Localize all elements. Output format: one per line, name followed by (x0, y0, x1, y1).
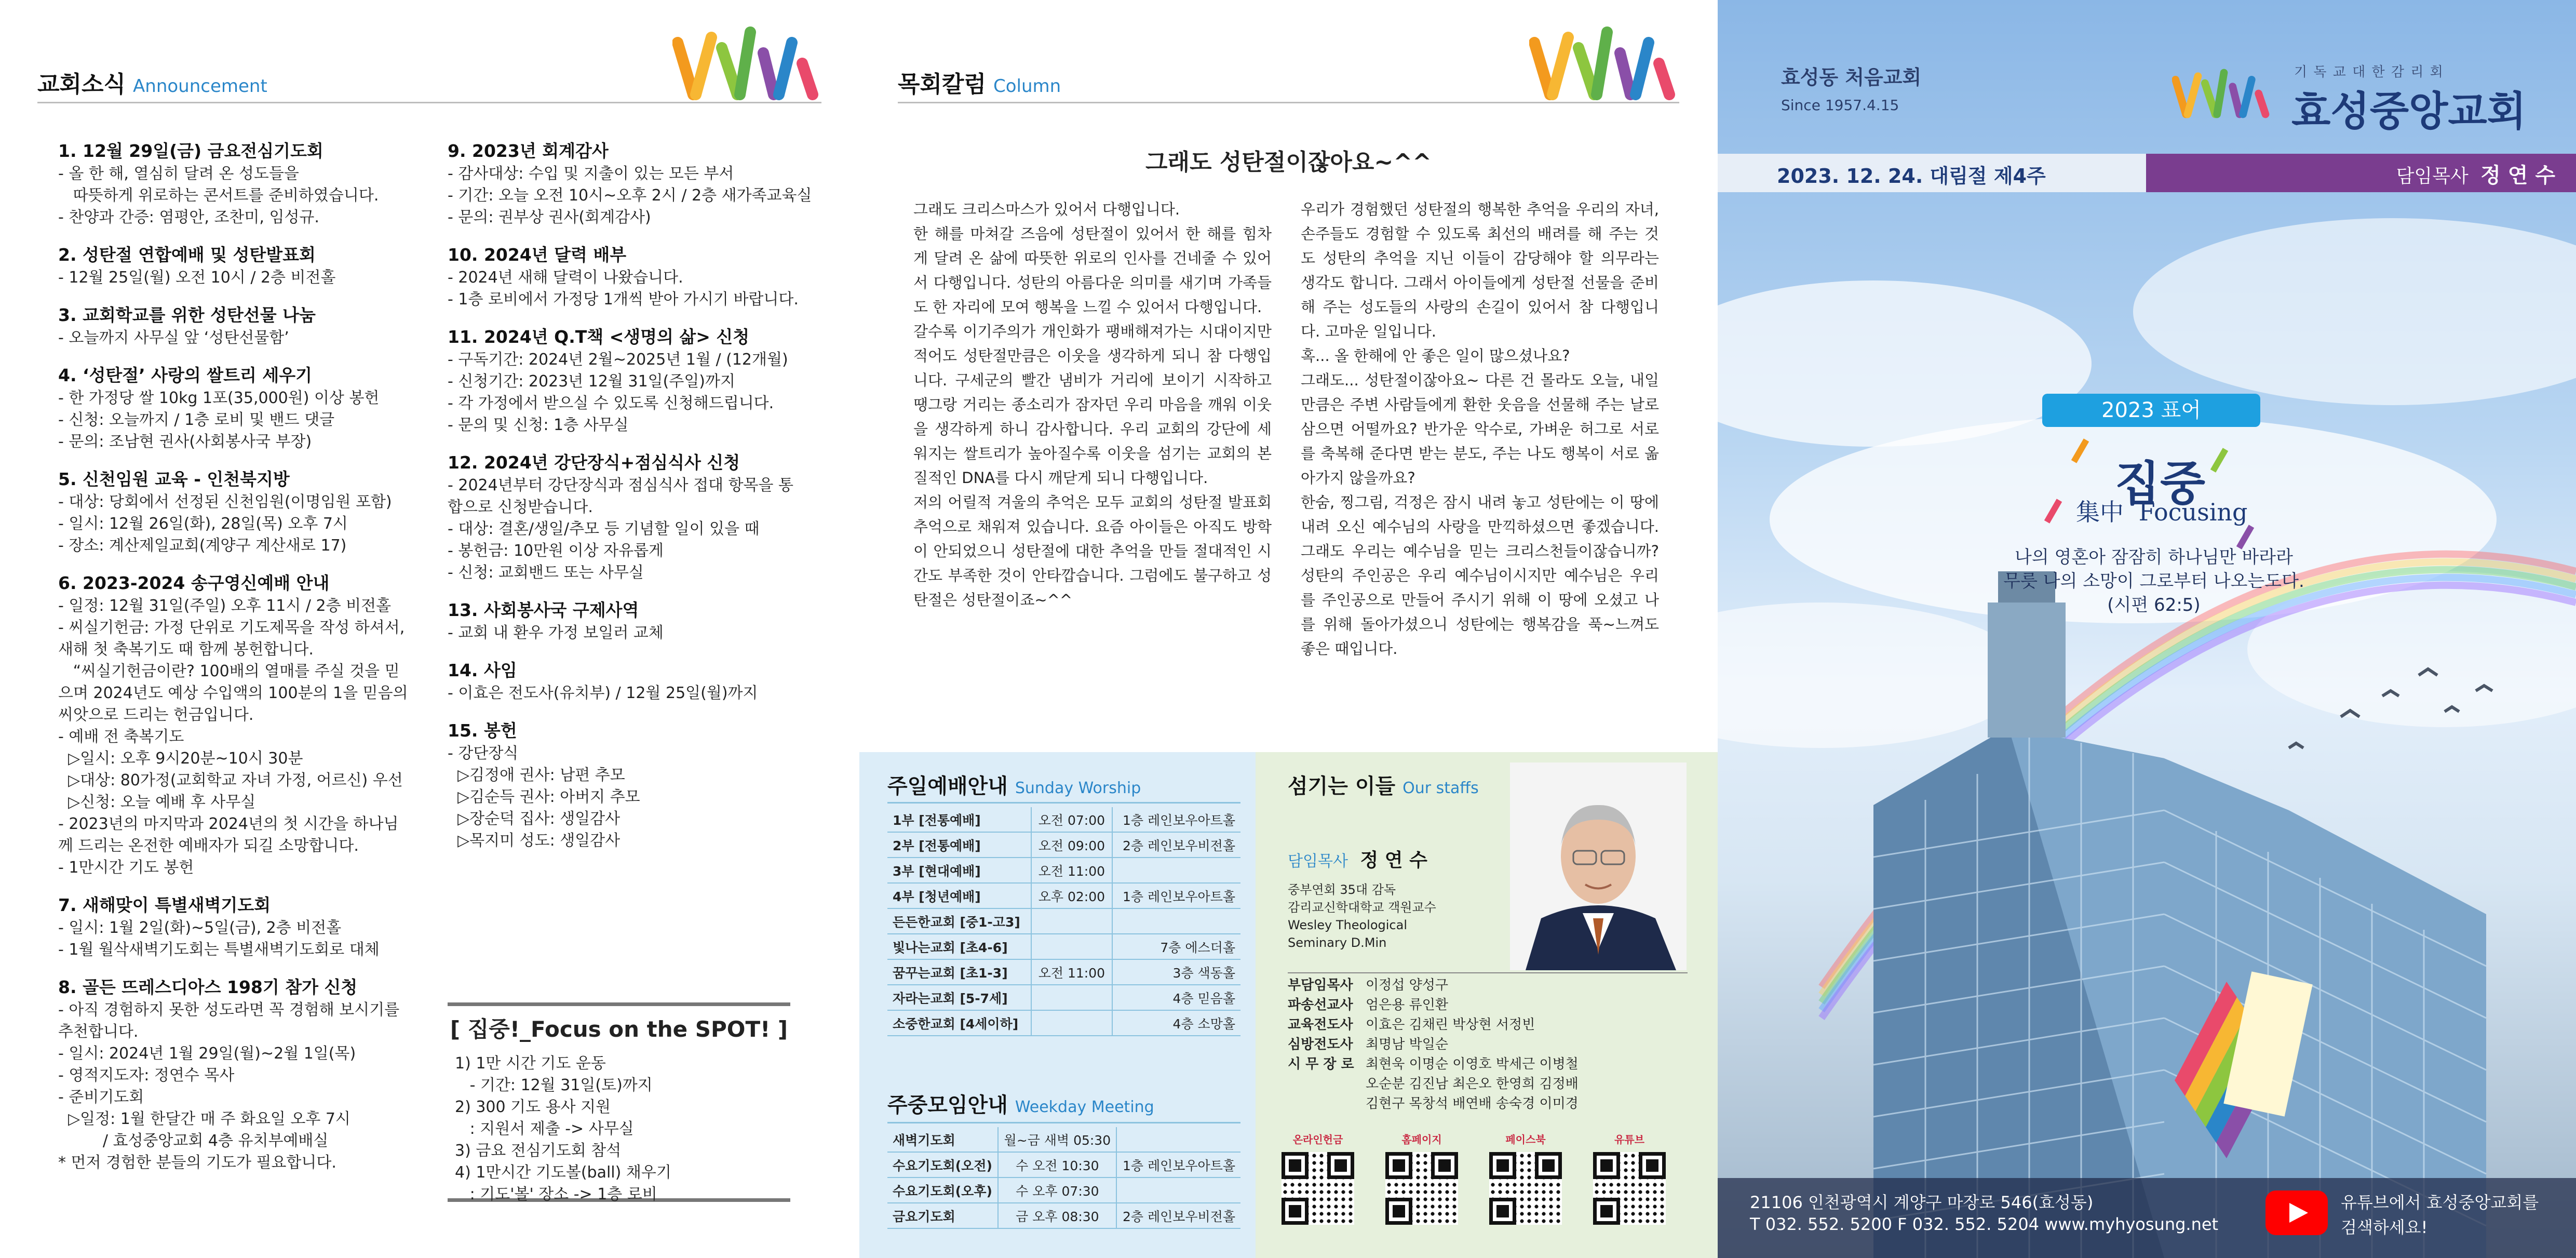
announcement-page (0, 0, 859, 1258)
announcement-item-line: - 구독기간: 2024년 2월~2025년 1월 / (12개월) (448, 351, 788, 369)
staff-role: 교육전도사 (1288, 1017, 1353, 1033)
church-logo-icon (2172, 52, 2276, 135)
qr-finder (1282, 1198, 1309, 1225)
column-title: 목회칼럼 (898, 71, 987, 98)
weekday-table (887, 1127, 1240, 1229)
since-date: Since 1957.4.15 (1781, 97, 1899, 114)
schedule-name: 든든한교회 [중1-고3] (887, 908, 1031, 934)
pastor-banner-name: 정 연 수 (2480, 164, 2555, 188)
focus-line: 3) 금요 전심기도회 참석 (455, 1142, 622, 1160)
announcement-item (58, 303, 432, 349)
pastor-photo (1510, 762, 1687, 970)
worship-table (887, 807, 1240, 1036)
schedule-time: 금 오후 08:30 (998, 1203, 1116, 1228)
announcement-item-line: - 1월 월삭새벽기도회는 특별새벽기도회로 대체 (58, 941, 380, 959)
schedule-place: 2층 레인보우비전홀 (1112, 832, 1240, 858)
church-subtitle: 효성동 처음교회 (1781, 66, 1922, 89)
announcement-item-title: 12. 2024년 강단장식+점심식사 신청 (448, 452, 740, 473)
verse-line: 나의 영혼아 잠잠히 하나님만 바라라 (2015, 547, 2293, 568)
staff-names: 최명남 박일순 (1366, 1037, 1448, 1052)
schedule-row (887, 832, 1240, 858)
staff-list (1288, 975, 1579, 1114)
schedule-row (887, 807, 1240, 832)
weekday-rule (887, 1122, 1240, 1123)
schedule-name: 4부 [청년예배] (887, 883, 1031, 908)
worship-heading (887, 770, 1141, 799)
schedule-row (887, 1177, 1240, 1203)
announcement-item (448, 598, 806, 644)
announcement-item-line: - 일시: 12월 26일(화), 28일(목) 오후 7시 (58, 515, 348, 533)
schedule-name: 2부 [전통예배] (887, 832, 1031, 858)
schedule-time: 수 오후 07:30 (998, 1177, 1116, 1203)
announcement-item-title: 3. 교회학교를 위한 성탄선물 나눔 (58, 305, 316, 325)
announcement-item-line: - 봉헌금: 10만원 이상 자유롭게 (448, 542, 664, 560)
announcement-item-line: - 일시: 2024년 1월 29일(월)~2월 1일(목) (58, 1045, 356, 1063)
announcement-column-2 (448, 139, 812, 866)
schedule-row (887, 908, 1240, 934)
schedule-place: 1층 레인보우아트홀 (1112, 883, 1240, 908)
qr-code[interactable] (1385, 1152, 1458, 1225)
schedule-row (887, 1010, 1240, 1036)
qr-finder (1431, 1152, 1458, 1179)
announcement-item-line: “씨실기헌금이란? 100배의 열매를 주실 것을 믿 (58, 662, 400, 680)
focus-title: [ 집중!_Focus on the SPOT! ] (450, 1016, 788, 1042)
announcement-item-line: - 씨실기헌금: 가정 단위로 기도제목을 작성 하셔서, (58, 619, 405, 637)
announcement-item-line: ▷신청: 오늘 예배 후 사무실 (58, 793, 256, 811)
qr-finder (1327, 1152, 1354, 1179)
announcement-item-line: ▷장순덕 집사: 생일감사 (448, 810, 621, 828)
qr-finder (1489, 1152, 1516, 1179)
qr-finder (1385, 1152, 1412, 1179)
announcement-item-line: - 준비기도회 (58, 1088, 144, 1106)
qr-finder (1489, 1198, 1516, 1225)
announcement-item (58, 467, 432, 557)
pastor-bio-line: Seminary D.Min (1288, 935, 1387, 950)
announcement-item-line: 으며 2024년도 예상 수입액의 100분의 1을 믿음의 (58, 684, 408, 702)
schedule-time (1031, 908, 1112, 934)
announcement-item-line: - 감사대상: 수입 및 지출이 있는 모든 부서 (448, 165, 734, 183)
staff-row (1288, 1054, 1579, 1074)
schedule-time (1031, 934, 1112, 959)
staff-row (1288, 1015, 1579, 1035)
motto-badge: 2023 표어 (2042, 394, 2260, 427)
announcement-item-line: - 2024년부터 강단장식과 점심식사 접대 항목을 통 (448, 476, 794, 494)
denomination: 기 독 교 대 한 감 리 회 (2294, 64, 2444, 80)
motto-verse (1941, 545, 2367, 617)
schedule-name: 수요기도회(오후) (887, 1177, 998, 1203)
staff-role: 심방전도사 (1288, 1037, 1353, 1052)
qr-label: 유튜브 (1614, 1133, 1644, 1146)
schedule-place: 2층 레인보우비전홀 (1116, 1203, 1240, 1228)
announcement-item-line: - 2024년 새해 달력이 나왔습니다. (448, 269, 683, 287)
announcement-item-line: ▷일시: 오후 9시20분~10시 30분 (58, 750, 303, 768)
weekday-heading (887, 1089, 1154, 1118)
schedule-row (887, 1152, 1240, 1177)
announcement-item-line: 새해 첫 축복기도 때 함께 봉헌합니다. (58, 640, 314, 659)
announcement-item-line: - 올 한 해, 열심히 달려 온 성도들을 (58, 165, 299, 183)
focus-line: 4) 1만시간 기도볼(ball) 채우기 (455, 1163, 671, 1182)
staff-names: 엄은용 류인환 (1366, 997, 1448, 1013)
announcement-item-title: 10. 2024년 달력 배부 (448, 245, 627, 265)
announcement-item (58, 139, 432, 229)
qr-finder (1593, 1198, 1620, 1225)
pastor-banner-label: 담임목사 (2396, 166, 2469, 187)
schedule-time (1031, 985, 1112, 1010)
youtube-icon[interactable] (2265, 1190, 2328, 1235)
announcement-item-line: 합으로 신청받습니다. (448, 498, 593, 516)
announcement-item-line: 따뜻하게 위로하는 콘서트를 준비하였습니다. (58, 186, 379, 205)
schedule-place (1112, 908, 1240, 934)
schedule-name: 자라는교회 [5-7세] (887, 985, 1031, 1010)
announcement-item-line: - 일시: 1월 2일(화)~5일(금), 2층 비전홀 (58, 919, 342, 937)
article-title: 그래도 성탄절이잖아요~^^ (1145, 149, 1432, 176)
schedule-name: 1부 [전통예배] (887, 807, 1031, 832)
address-line-1: 21106 인천광역시 계양구 마장로 546(효성동) (1750, 1193, 2094, 1212)
schedule-place (1112, 858, 1240, 883)
announcement-item-line: - 장소: 계산제일교회(계양구 계산새로 17) (58, 537, 347, 555)
announcement-item (58, 364, 432, 453)
announcement-item-line: - 이효은 전도사(유치부) / 12월 25일(월)까지 (448, 684, 758, 702)
announcement-item-line: - 대상: 결혼/생일/추모 등 기념할 일이 있을 때 (448, 520, 760, 538)
announcement-item-line: - 2023년의 마지막과 2024년의 첫 시간을 하나님 (58, 815, 399, 833)
pastor-bio-line: Wesley Theological (1288, 918, 1408, 932)
schedule-time: 오전 11:00 (1031, 959, 1112, 985)
qr-code[interactable] (1489, 1152, 1562, 1225)
announcement-item-line: - 12월 25일(월) 오전 10시 / 2층 비전홀 (58, 269, 336, 287)
announcement-item-title: 5. 신천임원 교육 - 인천북지방 (58, 469, 290, 489)
announcement-item (58, 893, 432, 961)
announcement-item-line: - 아직 경험하지 못한 성도라면 꼭 경험해 보시기를 (58, 1001, 400, 1019)
announcement-item-line: * 먼저 경험한 분들의 기도가 필요합니다. (58, 1154, 336, 1172)
staff-names: 최현욱 이명순 이영호 박세근 이병철 (1366, 1056, 1579, 1072)
announcement-title-en: Announcement (133, 76, 267, 97)
announcement-column-1 (58, 139, 432, 1188)
announcement-item-line: - 각 가정에서 받으실 수 있도록 신청해드립니다. (448, 394, 774, 412)
announcement-item (58, 571, 432, 879)
column-title-en: Column (993, 76, 1061, 97)
announcement-item (448, 659, 806, 704)
schedule-row (887, 883, 1240, 908)
announcement-item-line: - 문의: 권부상 권사(회계감사) (448, 208, 651, 226)
announcement-item (448, 719, 806, 852)
focus-line: 1) 1만 시간 기도 운동 (455, 1054, 606, 1073)
announcement-item (58, 243, 432, 289)
announcement-item-line: - 기간: 오늘 오전 10시~오후 2시 / 2층 새가족교육실 (448, 186, 812, 205)
announcement-item-line: - 예배 전 축복기도 (58, 728, 184, 746)
pastor-heading (1288, 846, 1427, 872)
announcement-item-line: ▷일정: 1월 한달간 매 주 화요일 오후 7시 (58, 1110, 350, 1128)
pastor-role: 담임목사 (1288, 852, 1348, 871)
schedule-time: 오전 11:00 (1031, 858, 1112, 883)
announcement-item (448, 325, 806, 436)
announcement-item-line: - 신청: 오늘까지 / 1층 로비 및 밴드 댓글 (58, 411, 335, 429)
staff-row (1288, 975, 1579, 995)
pastor-bio (1288, 881, 1436, 952)
pastor-bio-line: 감리교신학대학교 객원교수 (1288, 900, 1436, 915)
staff-role: 부담임목사 (1288, 978, 1353, 993)
announcement-item-line: ▷목지미 성도: 생일감사 (448, 832, 621, 850)
announcement-item-line: - 1만시간 기도 봉헌 (58, 859, 194, 877)
church-name: 효성중앙교회 (2291, 88, 2527, 135)
announcement-item-title: 9. 2023년 회계감사 (448, 141, 609, 161)
announcement-item-line: - 한 가정당 쌀 10kg 1포(35,000원) 이상 봉헌 (58, 389, 380, 407)
weekday-title: 주중모임안내 (887, 1093, 1008, 1117)
qr-finder (1385, 1198, 1412, 1225)
announcement-title: 교회소식 (37, 71, 126, 98)
pastor-banner (2396, 159, 2555, 189)
bulletin-date: 2023. 12. 24. 대림절 제4주 (1777, 165, 2046, 188)
schedule-place: 7층 에스더홀 (1112, 934, 1240, 959)
announcement-item-line: - 교회 내 환우 가정 보일러 교체 (448, 624, 664, 642)
schedule-name: 3부 [현대예배] (887, 858, 1031, 883)
announcement-item-title: 14. 사임 (448, 660, 517, 680)
schedule-row (887, 1127, 1240, 1152)
schedule-row (887, 858, 1240, 883)
staff-heading (1288, 770, 1479, 799)
qr-label: 홈페이지 (1401, 1133, 1442, 1146)
motto-sub (2076, 493, 2248, 528)
schedule-place: 4층 믿음홀 (1112, 985, 1240, 1010)
staff-title: 섬기는 이들 (1288, 774, 1396, 798)
staff-panel (1256, 752, 1718, 1258)
schedule-place: 4층 소망홀 (1112, 1010, 1240, 1036)
schedule-row (887, 934, 1240, 959)
staff-role: 파송선교사 (1288, 997, 1353, 1013)
pastor-name: 정 연 수 (1360, 850, 1427, 871)
announcement-item-line: - 문의: 조남현 권사(사회봉사국 부장) (58, 433, 312, 451)
schedule-name: 빛나는교회 [초4-6] (887, 934, 1031, 959)
focus-line: : 기도'볼' 장소 -> 1층 로비 (455, 1185, 657, 1203)
church-logo-icon (1529, 22, 1685, 105)
announcement-item-title: 8. 골든 뜨레스디아스 198기 참가 신청 (58, 977, 358, 997)
qr-label: 페이스북 (1505, 1133, 1546, 1146)
announcement-heading (37, 65, 267, 99)
staff-role: 시 무 장 로 (1288, 1056, 1354, 1072)
announcement-item-line: 씨앗으로 드리는 헌금입니다. (58, 706, 254, 724)
announcement-item-line: - 1층 로비에서 가정당 1개씩 받아 가시기 바랍니다. (448, 290, 799, 309)
announcement-item-title: 13. 사회봉사국 구제사역 (448, 600, 639, 620)
schedule-row (887, 985, 1240, 1010)
announcement-item-line: - 신청: 교회밴드 또는 사무실 (448, 564, 644, 582)
column-heading (898, 65, 1061, 99)
schedule-name: 소중한교회 [4세이하] (887, 1010, 1031, 1036)
schedule-row (887, 1203, 1240, 1228)
staff-row (1288, 1074, 1579, 1094)
schedule-place: 3층 색동홀 (1112, 959, 1240, 985)
qr-finder (1639, 1152, 1666, 1179)
announcement-item-line: / 효성중앙교회 4층 유치부예배실 (58, 1132, 329, 1150)
article-column-right: 우리가 경험했던 성탄절의 행복한 추억을 우리의 자녀, 손주들도 경험할 수 있도록 최선의 배려를 해 주는 것도 성탄의 추억을 지닌 이들이 감당해야 할 의무라는 생각도 합니다. 그래서 아이들에게 성탄절 선물을 준비해 주는 성도들의 사랑의 손길이 있어서 참 다행입니다. 고마운 일입니다. 혹... 올 한해에 안 좋은 일이 많으셨나요? 그래도... 성탄절이잖아요~ 다른 건 몰라도 오늘, 내일 만큼은 주변 사람들에게 환한 웃음을 선물해 주는 날로 삼으면 어떨까요? 반가운 악수로, 가벼운 허그로 서로를 축복해 준다면 받는 분도, 주는 나도 행복이 서로 옮아가지 않을까요? 한숨, 찡그림, 걱정은 잠시 내려 놓고 성탄에는 이 땅에 내려 오신 예수님의 사랑을 만끽하셨으면 좋겠습니다. 그래도 우리는 예수님을 믿는 크리스천들이잖습니까? 성탄의 주인공은 우리 예수님이시지만 예수님은 우리를 주인공으로 만들어 주시기 위해 이 땅에 오셨고 나를 위해 돌아가셨으니 성탄에는 행복감을 푹~느껴도 좋은 때입니다. (1301, 200, 1659, 658)
pastor-bio-line: 중부연회 35대 감독 (1288, 882, 1396, 897)
announcement-item (58, 975, 432, 1174)
schedule-time: 오전 09:00 (1031, 832, 1112, 858)
column-page (859, 0, 1718, 1258)
article-column-left: 그래도 크리스마스가 있어서 다행입니다. 한 해를 마쳐갈 즈음에 성탄절이 있어서 한 해를 힘차게 달려 온 삶에 따뜻한 위로의 인사를 건네줄 수 있어서 다행입니다. 성탄의 아름다운 의미를 새기며 가족들도 한 자리에 모여 행복을 느낄 수 있어서 다행입니다. 갈수록 이기주의가 개인화가 팽배해져가는 시대이지만 적어도 성탄절만큼은 이웃을 생각하게 되니 참 다행입니다. 구세군의 빨간 냄비가 거리에 보이기 시작하고 땡그랑 거리는 종소리가 잠자던 우리 마음을 깨워 이웃을 생각하게 하니 감사합니다. 우리 교회의 강단에 세워지는 쌀트리가 높아질수록 이웃을 섬기는 교회의 본질적인 DNA를 다시 깨닫게 되니 다행입니다. 저의 어릴적 겨울의 추억은 모두 교회의 성탄절 발표회 추억으로 채워져 있습니다. 요즘 아이들은 아직도 방학이 안되었으니 성탄절에 대한 추억을 만들 절대적인 시간도 부족한 것이 안타깝습니다. 그럼에도 불구하고 성탄절은 성탄절이죠~^^ (913, 200, 1272, 609)
announcement-item-title: 4. ‘성탄절’ 사랑의 쌀트리 세우기 (58, 365, 313, 385)
schedule-time: 월~금 새벽 05:30 (998, 1127, 1116, 1152)
schedule-name: 수요기도회(오전) (887, 1152, 998, 1177)
worship-title: 주일예배안내 (887, 774, 1008, 798)
focus-list (448, 1053, 790, 1206)
schedule-time: 오후 02:00 (1031, 883, 1112, 908)
header-rule (37, 102, 821, 103)
announcement-item-line: - 영적지도자: 정연수 목사 (58, 1066, 235, 1085)
announcement-item-line: - 일정: 12월 31일(주일) 오후 11시 / 2층 비전홀 (58, 597, 392, 615)
announcement-item-title: 1. 12월 29일(금) 금요전심기도회 (58, 141, 323, 161)
announcement-item (448, 243, 806, 311)
header-rule (898, 102, 1679, 103)
announcement-item (448, 451, 806, 584)
schedule-row (887, 959, 1240, 985)
verse-line: (시편 62:5) (2107, 595, 2201, 615)
schedule-place: 1층 레인보우아트홀 (1112, 807, 1240, 832)
worship-title-en: Sunday Worship (1015, 779, 1141, 797)
schedule-time: 오전 07:00 (1031, 807, 1112, 832)
motto-korean: 집중 (2115, 456, 2205, 511)
focus-line: : 지원서 제출 -> 사무실 (455, 1120, 634, 1138)
announcement-item (448, 139, 812, 229)
announcement-item-line: ▷김순득 권사: 아버지 추모 (448, 788, 640, 806)
announcement-item-line: - 찬양과 간증: 염평안, 조찬미, 임성규. (58, 208, 319, 226)
announcement-item-title: 11. 2024년 Q.T책 <생명의 삶> 신청 (448, 327, 750, 347)
staff-names: 오순분 김진남 최은오 한영희 김정배 (1366, 1076, 1579, 1092)
schedule-time (1031, 1010, 1112, 1036)
youtube-text-1: 유튜브에서 효성중앙교회를 (2341, 1193, 2539, 1212)
announcement-item-line: - 오늘까지 사무실 앞 ‘성탄선물함’ (58, 329, 289, 347)
announcement-item-line: ▷대상: 80가정(교회학교 자녀 가정, 어르신) 우선 (58, 771, 403, 789)
youtube-text-2: 검색하세요! (2341, 1217, 2428, 1237)
staff-names: 이정섭 양성구 (1366, 978, 1448, 993)
announcement-item-title: 15. 봉헌 (448, 720, 517, 741)
motto-hanja: 集中 (2076, 498, 2124, 526)
qr-finder (1593, 1152, 1620, 1179)
worship-rule (887, 802, 1240, 804)
qr-code[interactable] (1593, 1152, 1666, 1225)
schedule-name: 금요기도회 (887, 1203, 998, 1228)
staff-row (1288, 1035, 1579, 1054)
verse-line: 무릇 나의 소망이 그로부터 나오는도다. (2003, 571, 2304, 592)
church-logo-icon (672, 22, 828, 105)
schedule-time: 수 오전 10:30 (998, 1152, 1116, 1177)
announcement-item-line: - 강단장식 (448, 744, 519, 762)
staff-row (1288, 1094, 1579, 1114)
announcement-item-line: - 문의 및 신청: 1층 사무실 (448, 416, 629, 434)
cover-page (1718, 0, 2576, 1258)
schedule-place: 1층 레인보우아트홀 (1116, 1152, 1240, 1177)
worship-panel (859, 752, 1256, 1258)
qr-finder (1535, 1152, 1562, 1179)
schedule-name: 새벽기도회 (887, 1127, 998, 1152)
announcement-item-line: - 대상: 당회에서 선정된 신천임원(이명임원 포함) (58, 493, 392, 511)
staff-rule (1288, 972, 1688, 973)
qr-code[interactable] (1282, 1152, 1354, 1225)
schedule-name: 꿈꾸는교회 [초1-3] (887, 959, 1031, 985)
qr-label: 온라인헌금 (1292, 1133, 1343, 1146)
address-line-2: T 032. 552. 5200 F 032. 552. 5204 www.myhyosung.net (1750, 1214, 2219, 1234)
announcement-item-title: 2. 성탄절 연합예배 및 성탄발표회 (58, 245, 316, 265)
announcement-item-line: - 신청기간: 2023년 12월 31일(주일)까지 (448, 372, 735, 391)
focus-line: - 기간: 12월 31일(토)까지 (455, 1076, 653, 1094)
staff-names: 이효은 김채린 박상현 서정빈 (1366, 1017, 1535, 1033)
announcement-item-line: 께 드리는 온전한 예배자가 되길 소망합니다. (58, 837, 359, 855)
announcement-item-line: ▷김정애 권사: 남편 추모 (448, 766, 625, 784)
staff-names: 김현구 목창석 배연배 송숙경 이미경 (1366, 1096, 1579, 1112)
motto-english: Focusing (2138, 498, 2248, 526)
schedule-place (1116, 1127, 1240, 1152)
focus-box (448, 1002, 790, 1202)
announcement-item-title: 6. 2023-2024 송구영신예배 안내 (58, 573, 330, 593)
announcement-item-line: 추천합니다. (58, 1023, 139, 1041)
qr-finder (1282, 1152, 1309, 1179)
announcement-item-title: 7. 새해맞이 특별새벽기도회 (58, 895, 271, 915)
staff-title-en: Our staffs (1402, 779, 1479, 797)
schedule-place (1116, 1177, 1240, 1203)
staff-row (1288, 995, 1579, 1015)
focus-line: 2) 300 기도 용사 지원 (455, 1098, 611, 1116)
weekday-title-en: Weekday Meeting (1015, 1098, 1154, 1116)
